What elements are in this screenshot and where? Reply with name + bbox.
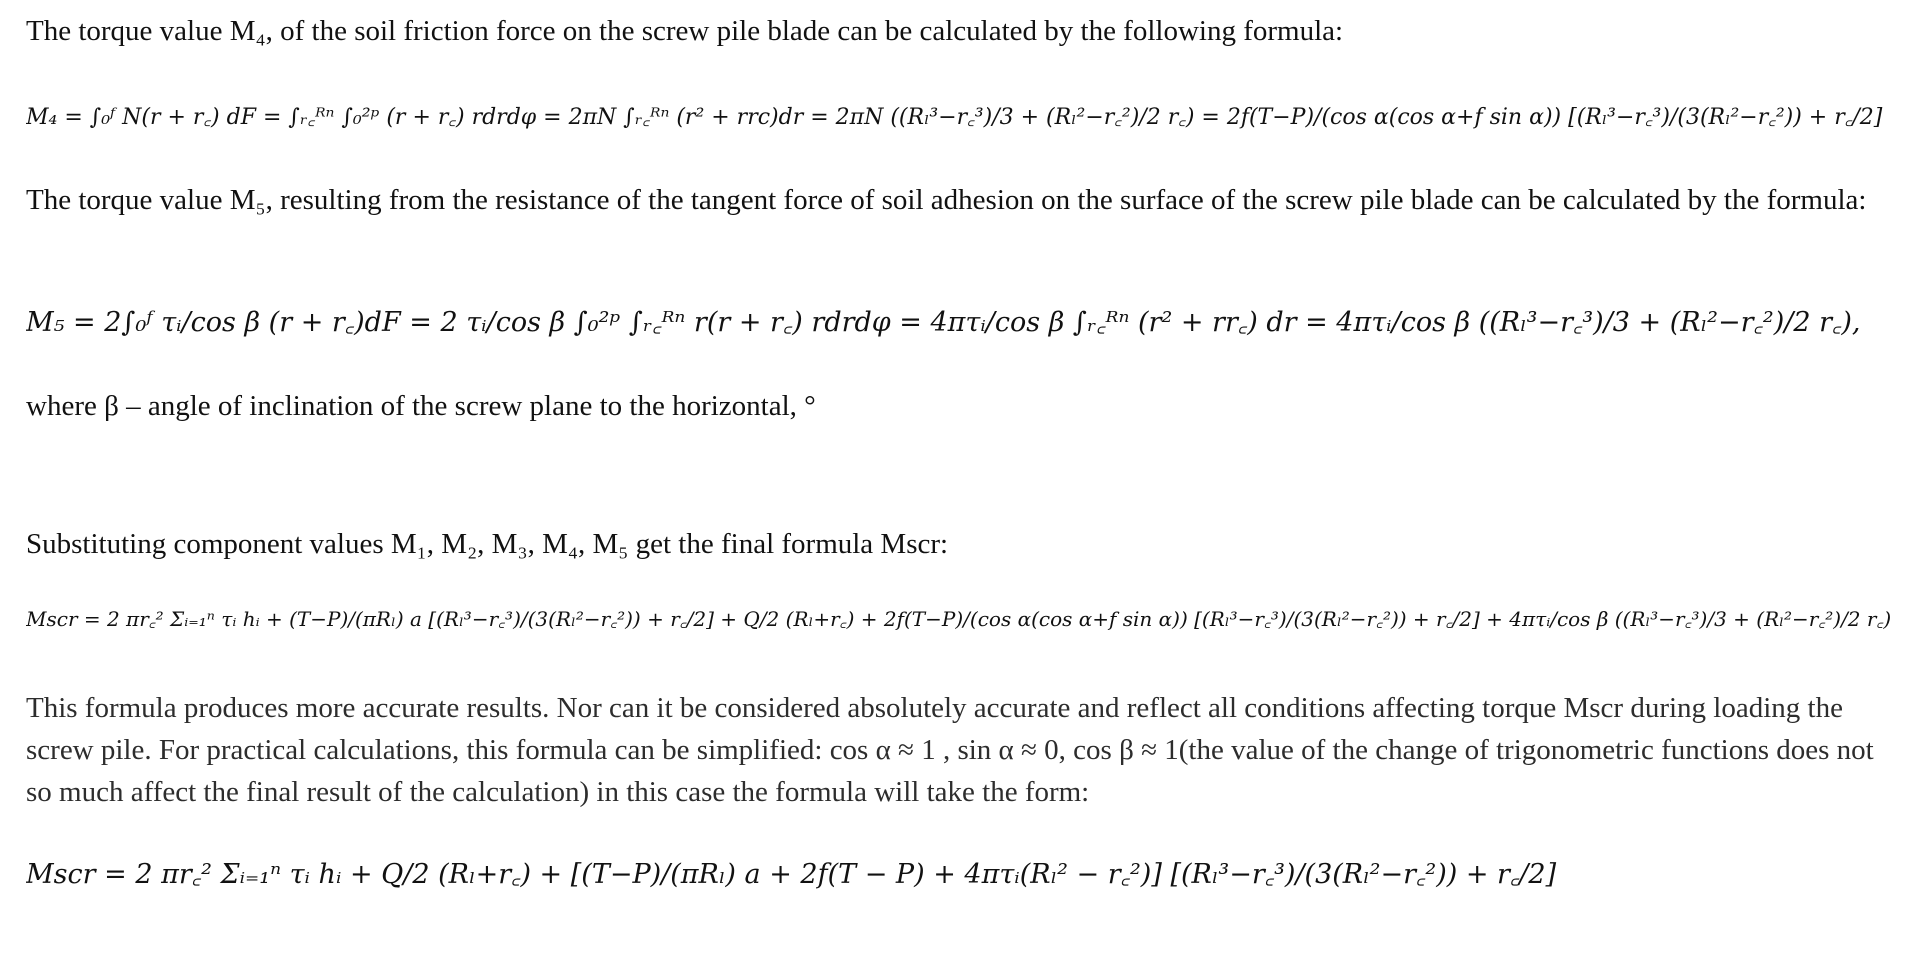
paragraph-intro-m5: The torque value M₅, resulting from the resistance of the tangent force of soil adhesion on the surface of the screw pile blade can be calculated by the formula: <box>26 184 1867 216</box>
paragraph-beta-definition: where β – angle of inclination of the screw plane to the horizontal, ° <box>26 390 816 422</box>
formula-m4: M₄ = ∫₀ᶠ N(r + r꜀) dF = ∫ᵣ꜀ᴿⁿ ∫₀²ᵖ (r + r꜀) rdrdφ = 2πN ∫ᵣ꜀ᴿⁿ (r² + rrc)dr = 2πN ((Rₗ³−r꜀³)/3 + (Rₗ²−r꜀²)/2 r꜀) = 2f(T−P)/(cos α(cos α+f sin α)) [(Rₗ³−r꜀³)/(3(Rₗ²−r꜀²)) + r꜀/2] <box>26 105 1883 130</box>
paragraph-intro-m4: The torque value M₄, of the soil friction force on the screw pile blade can be calculated by the following formula: <box>26 15 1344 47</box>
paragraph-accuracy-note: This formula produces more accurate results. Nor can it be considered absolutely accurate and reflect all conditions affecting torque Mscr during loading the screw pile. For practical calculations, this formula can be simplified: cos α ≈ 1 , sin α ≈ 0, cos β ≈ 1(the value of the change of trigonometric functions does not so much affect the final result of the calculation) in this case the formula will take the form: <box>26 692 1874 808</box>
formula-mscr: Mscr = 2 πr꜀² Σᵢ₌₁ⁿ τᵢ hᵢ + (T−P)/(πRₗ) a [(Rₗ³−r꜀³)/(3(Rₗ²−r꜀²)) + r꜀/2] + Q/2 (Rₗ+r꜀) + 2f(T−P)/(cos α(cos α+f sin α)) [(Rₗ³−r꜀³)/(3(Rₗ²−r꜀²)) + r꜀/2] + 4πτᵢ/cos β ((Rₗ³−r꜀³)/3 + (Rₗ²−r꜀²)/2 r꜀) <box>26 607 1892 631</box>
formula-m5: M₅ = 2∫₀ᶠ τᵢ/cos β (r + r꜀)dF = 2 τᵢ/cos β ∫₀²ᵖ ∫ᵣ꜀ᴿⁿ r(r + r꜀) rdrdφ = 4πτᵢ/cos β ∫ᵣ꜀ᴿⁿ (r² + rr꜀) dr = 4πτᵢ/cos β ((Rₗ³−r꜀³)/3 + (Rₗ²−r꜀²)/2 r꜀), <box>26 307 1861 338</box>
paragraph-substituting: Substituting component values M₁, M₂, M₃, M₄, M₅ get the final formula Mscr: <box>26 528 949 560</box>
formula-mscr-simplified: Mscr = 2 πr꜀² Σᵢ₌₁ⁿ τᵢ hᵢ + Q/2 (Rₗ+r꜀) + [(T−P)/(πRₗ) a + 2f(T − P) + 4πτᵢ(Rₗ² − r꜀²)] [(Rₗ³−r꜀³)/(3(Rₗ²−r꜀²)) + r꜀/2] <box>26 859 1557 890</box>
